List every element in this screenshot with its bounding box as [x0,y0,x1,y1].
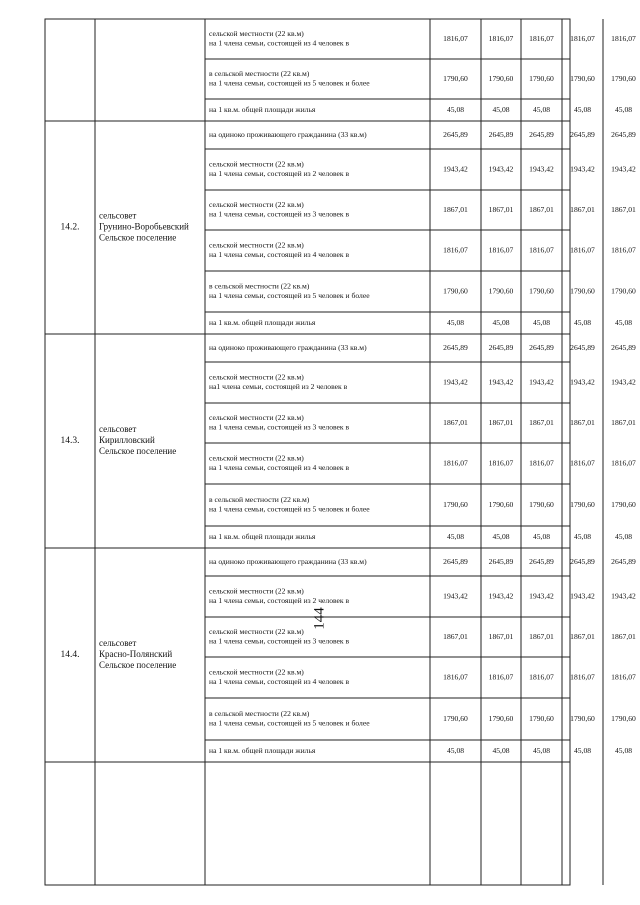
value-cell: 45,08 [532,745,551,755]
row-label: сельской местности (22 кв.м) [209,586,304,596]
value-cell: 1816,07 [443,245,468,255]
value-cell: 1943,42 [529,377,554,387]
value-cell: 2645,89 [443,342,468,352]
value-cell: 2645,89 [570,342,595,352]
section-name: Грунино-Воробьевский [99,221,189,232]
value-cell: 1816,07 [529,33,554,43]
value-cell: 45,08 [446,745,465,755]
value-cell: 1790,60 [529,286,554,296]
value-cell: 2645,89 [529,129,554,139]
section-number: 14.3. [60,436,80,447]
row-label: на1 члена семьи, состоящей из 2 человек в [209,382,348,391]
value-cell: 1943,42 [443,377,468,387]
value-cell: 1943,42 [529,164,554,174]
value-cell: 2645,89 [488,342,514,352]
row-label: сельской местности (22 кв.м) [209,159,304,169]
value-cell: 1790,60 [529,499,554,509]
value-cell: 1943,42 [570,591,595,601]
value-cell: 45,08 [492,745,510,755]
row-label: на 1 члена семьи, состоящей из 3 человек в [209,209,350,219]
value-cell: 2645,89 [488,556,514,566]
row-label: на одиноко проживающего гражданина (33 кв.м) [209,129,367,139]
section-number: 14.2. [60,222,80,233]
value-cell: 1867,01 [443,417,468,427]
row-label: на 1 члена семьи, состоящей из 5 человек и более [209,718,370,728]
value-cell: 1816,07 [529,458,554,468]
value-cell: 1816,07 [488,458,514,468]
value-cell: 1790,60 [488,73,514,83]
value-cell: 45,08 [492,104,510,114]
value-cell: 45,08 [446,317,465,327]
value-cell: 45,08 [446,531,465,541]
value-cell: 1816,07 [570,245,595,255]
value-cell: 1867,01 [570,631,595,641]
row-label: на одиноко проживающего гражданина (33 кв.м) [209,556,367,566]
value-cell: 2645,89 [611,342,636,352]
value-cell: 45,08 [492,317,510,327]
value-cell: 45,08 [614,317,633,327]
value-cell: 2645,89 [529,342,554,352]
row-label: на 1 кв.м. общей площади жилья [209,745,316,755]
value-cell: 1790,60 [443,499,468,509]
value-cell: 1816,07 [611,672,636,682]
value-cell: 1943,42 [488,591,514,601]
row-label: на 1 члена семьи, состоящей из 2 человек в [209,596,350,605]
value-cell: 1790,60 [488,499,514,509]
value-cell: 1816,07 [488,33,514,43]
value-cell: 1790,60 [611,73,636,83]
page-number: 144 [311,607,328,630]
row-label: сельской местности (22 кв.м) [209,29,304,38]
section-number: 14.4. [60,650,80,661]
value-cell: 1816,07 [529,245,554,255]
value-cell: 1867,01 [488,631,514,641]
row-label: на 1 члена семьи, состоящей из 4 человек в [209,38,350,48]
section-name: Сельское поселение [99,446,177,457]
row-label: на 1 кв.м. общей площади жилья [209,317,316,327]
value-cell: 1943,42 [443,591,468,601]
value-cell: 1790,60 [611,713,636,723]
value-cell: 1816,07 [570,33,595,43]
row-label: в сельской местности (22 кв.м) [209,281,310,291]
value-cell: 1867,01 [488,417,514,427]
value-cell: 1867,01 [570,204,595,214]
row-label: сельской местности (22 кв.м) [209,413,304,422]
value-cell: 1943,42 [570,377,595,387]
value-cell: 1867,01 [529,417,554,427]
value-cell: 1790,60 [529,713,554,723]
row-label: на 1 кв.м. общей площади жилья [209,104,316,114]
value-cell: 1943,42 [529,591,554,601]
value-cell: 45,08 [573,745,592,755]
value-cell: 45,08 [573,531,592,541]
value-cell: 45,08 [532,317,551,327]
row-label: сельской местности (22 кв.м) [209,667,304,677]
value-cell: 2645,89 [570,556,595,566]
value-cell: 1816,07 [443,458,468,468]
row-label: на одиноко проживающего гражданина (33 кв.м) [209,342,367,352]
value-cell: 1816,07 [488,245,514,255]
row-label: сельской местности (22 кв.м) [209,240,304,250]
section-name: сельсовет [99,424,137,435]
row-label: на 1 члена семьи, состоящей из 4 человек в [209,463,350,472]
value-cell: 1816,07 [570,672,595,682]
row-label: на 1 члена семьи, состоящей из 3 человек в [209,422,350,432]
value-cell: 1867,01 [570,417,595,427]
row-label: на 1 члена семьи, состоящей из 5 человек и более [209,78,370,88]
value-cell: 1943,42 [611,377,636,387]
value-cell: 1943,42 [488,377,514,387]
value-cell: 1790,60 [443,713,468,723]
row-label: в сельской местности (22 кв.м) [209,709,310,718]
value-cell: 1790,60 [443,286,468,296]
value-cell: 1867,01 [611,204,636,214]
value-cell: 1790,60 [488,286,514,296]
row-label: на 1 члена семьи, состоящей из 4 человек в [209,677,350,686]
value-cell: 45,08 [492,531,510,541]
value-cell: 1790,60 [611,286,636,296]
row-label: на 1 члена семьи, состоящей из 2 человек в [209,169,350,178]
value-cell: 1790,60 [570,499,595,509]
value-cell: 1943,42 [611,164,636,174]
value-cell: 1816,07 [529,672,554,682]
value-cell: 1867,01 [443,204,468,214]
section-name: Сельское поселение [99,232,177,243]
value-cell: 45,08 [532,104,551,114]
row-label: сельской местности (22 кв.м) [209,453,304,463]
value-cell: 1943,42 [443,164,468,174]
value-cell: 2645,89 [529,556,554,566]
section-name: сельсовет [99,638,137,649]
value-cell: 2645,89 [611,556,636,566]
row-label: на 1 члена семьи, состоящей из 5 человек и более [209,504,370,514]
value-cell: 45,08 [446,104,465,114]
value-cell: 1790,60 [611,499,636,509]
value-cell: 1790,60 [570,286,595,296]
value-cell: 1790,60 [570,73,595,83]
value-cell: 1867,01 [529,631,554,641]
row-label: на 1 члена семьи, состоящей из 3 человек в [209,636,350,646]
value-cell: 2645,89 [570,129,595,139]
value-cell: 1790,60 [443,73,468,83]
row-label: на 1 члена семьи, состоящей из 5 человек и более [209,291,370,300]
value-cell: 1867,01 [611,631,636,641]
value-cell: 1867,01 [611,417,636,427]
row-label: сельской местности (22 кв.м) [209,372,304,382]
value-cell: 1816,07 [611,458,636,468]
value-cell: 45,08 [614,745,633,755]
value-cell: 1816,07 [611,245,636,255]
value-cell: 45,08 [614,104,633,114]
value-cell: 45,08 [573,317,592,327]
row-label: на 1 кв.м. общей площади жилья [209,531,316,541]
value-cell: 2645,89 [488,129,514,139]
value-cell: 1867,01 [488,204,514,214]
value-cell: 45,08 [532,531,551,541]
value-cell: 2645,89 [611,129,636,139]
section-name: Сельское поселение [99,660,177,671]
value-cell: 1943,42 [570,164,595,174]
value-cell: 1943,42 [611,591,636,601]
row-label: на 1 члена семьи, состоящей из 4 человек в [209,250,350,259]
row-label: в сельской местности (22 кв.м) [209,69,310,78]
value-cell: 1867,01 [443,631,468,641]
row-label: сельской местности (22 кв.м) [209,627,304,636]
value-cell: 1816,07 [488,672,514,682]
value-cell: 1867,01 [529,204,554,214]
value-cell: 2645,89 [443,129,468,139]
value-cell: 1943,42 [488,164,514,174]
value-cell: 45,08 [614,531,633,541]
value-cell: 2645,89 [443,556,468,566]
section-name: Красно-Полянский [99,649,173,660]
row-label: сельской местности (22 кв.м) [209,200,304,209]
value-cell: 45,08 [573,104,592,114]
section-name: сельсовет [99,210,137,221]
value-cell: 1816,07 [443,33,468,43]
value-cell: 1816,07 [443,672,468,682]
value-cell: 1790,60 [529,73,554,83]
value-cell: 1790,60 [570,713,595,723]
value-cell: 1790,60 [488,713,514,723]
value-cell: 1816,07 [570,458,595,468]
row-label: в сельской местности (22 кв.м) [209,495,310,504]
section-name: Кирилловский [99,435,155,446]
value-cell: 1816,07 [611,33,636,43]
